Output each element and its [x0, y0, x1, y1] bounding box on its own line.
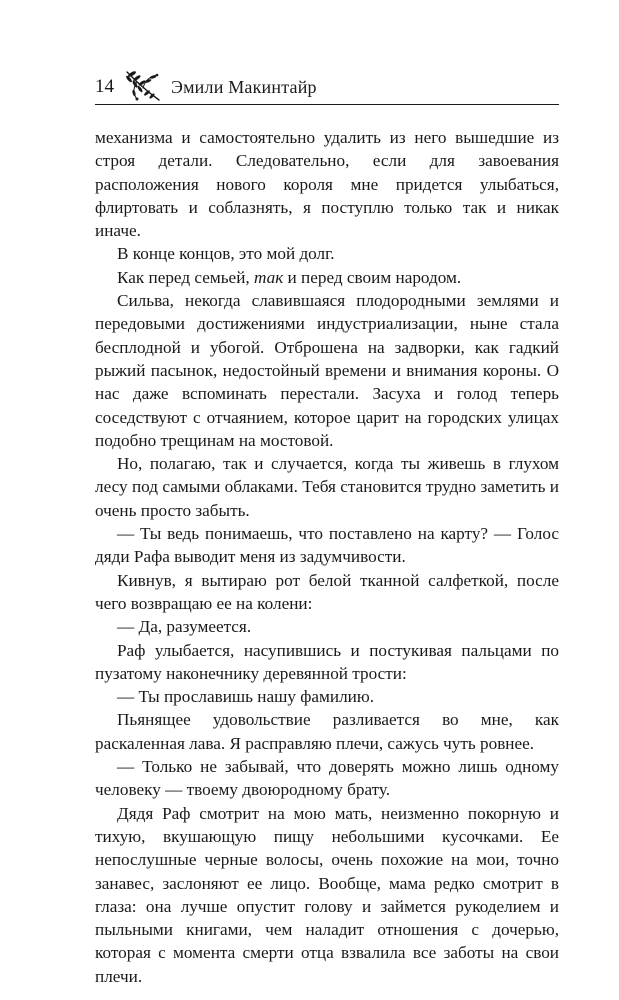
- paragraph-text: Как перед семьей,: [117, 267, 254, 287]
- paragraph: Кивнув, я вытираю рот белой тканной салфеткой, после чего возвращаю ее на колени:: [95, 570, 559, 613]
- paragraph: Дядя Раф смотрит на мою мать, неизменно покорную и тихую, вкушающую пищу небольшими кусочками. Ее непослушные черные волосы, очень похожие на мои, точно занавес, заслоняют ее лицо. Вообще, мама редко смотрит в глаза: она лучше опустит голову и займется рукоделием и пыльными книгами, чем наладит отношения с дочерью, которая с момента смерти отца взвалила все заботы на свои плечи.: [95, 803, 559, 986]
- paragraph: Раф улыбается, насупившись и постукивая пальцами по пузатому наконечнику деревянной трости:: [95, 640, 559, 683]
- dialogue-line: — Да, разумеется.: [117, 617, 252, 637]
- dialogue-line: — Только не забывай, что доверять можно лишь одному человеку — твоему двоюродному брату.: [95, 757, 559, 800]
- paragraph: Пьянящее удовольствие разливается во мне, как раскаленная лава. Я расправляю плечи, сажусь чуть ровнее.: [95, 710, 559, 753]
- paragraph-text: и перед своим народом.: [283, 267, 462, 287]
- paragraph: [95, 266, 559, 289]
- main-text: [95, 126, 559, 988]
- paragraph: механизма и самостоятельно удалить из него вышедшие из строя детали. Следовательно, если для завоевания расположения нового короля мне придется улыбаться, флиртовать и соблазнять, я поступлю только так и никак иначе.: [95, 128, 559, 241]
- dialogue-line: — Ты прославишь нашу фамилию.: [117, 687, 375, 707]
- botanical-sprig-icon: [123, 68, 163, 104]
- running-header: [95, 70, 559, 105]
- page-number: 14: [95, 76, 114, 97]
- running-title-author: Эмили Макинтайр: [171, 77, 317, 97]
- italic-emphasis: так: [253, 267, 284, 287]
- paragraph: В конце концов, это мой долг.: [117, 244, 335, 264]
- paragraph: Но, полагаю, так и случается, когда ты живешь в глухом лесу под самыми облаками. Тебя становится трудно заметить и очень просто забыть.: [95, 454, 559, 520]
- dialogue-line: — Ты ведь понимаешь, что поставлено на карту? — Голос дяди Рафа выводит меня из задумчивости.: [95, 524, 559, 567]
- paragraph: Сильва, некогда славившаяся плодородными землями и передовыми достижениями индустриализации, ныне стала бесплодной и убогой. Отброшена на задворки, как гадкий рыжий пасынок, недостойный времени и внимания короны. О нас даже вспоминать перестали. Засуха и голод теперь соседствуют с отчаянием, которое царит на городских улицах подобно трещинам на мостовой.: [95, 291, 559, 450]
